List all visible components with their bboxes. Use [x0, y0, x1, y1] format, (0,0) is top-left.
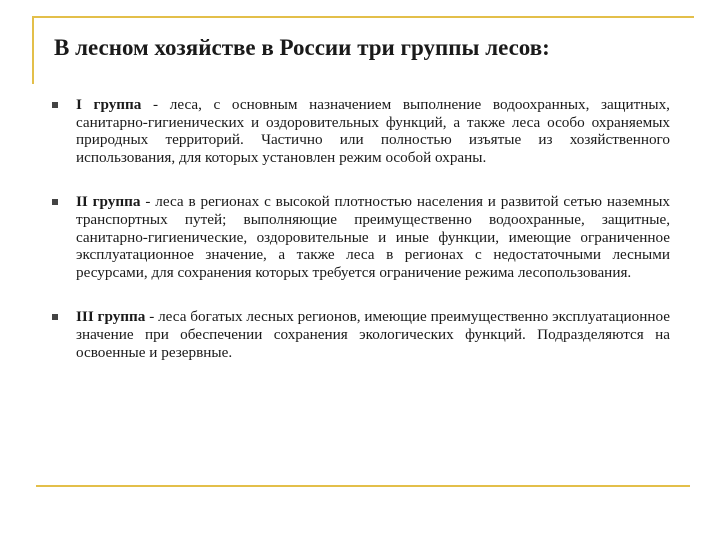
group-description: - леса богатых лесных регионов, имеющие преимущественно эксплуатационное значение при обеспечении сохранения экологических функций. Подразделяются на освоенные и резервные.: [76, 308, 670, 361]
group-description: - леса, с основным назначением выполнение водоохранных, защитных, санитарно-гигиенических и оздоровительных функций, а также леса особо охраняемых природных территорий. Частично или полностью изъятые из хозяйственного использования, для которых установлен режим особой охраны.: [76, 96, 670, 166]
frame-bottom-line: [36, 485, 690, 487]
group-name: I группа: [76, 96, 142, 113]
square-bullet-icon: [52, 199, 58, 205]
square-bullet-icon: [52, 314, 58, 320]
slide-title: В лесном хозяйстве в России три группы лесов:: [54, 35, 550, 60]
bullet-list: [50, 96, 670, 361]
group-name: III группа: [76, 308, 146, 326]
bullet-item-group-1: [50, 96, 670, 166]
square-bullet-icon: [52, 102, 58, 108]
group-description: - леса в регионах с высокой плотностью населения и развитой сетью наземных транспортных путей; выполняющие преимущественно водоохранные, защитные, санитарно-гигиенические, оздоровительные и иные функции, имеющие ограниченное эксплуатационное значение, а также леса в регионах с недостаточными лесными ресурсами, для сохранения которых требуется ограничение режима лесопользования.: [76, 193, 670, 281]
group-name: II группа: [76, 193, 141, 211]
frame-top-line: [32, 16, 694, 18]
bullet-item-group-3: [50, 308, 670, 361]
frame-left-line: [32, 16, 34, 84]
bullet-item-group-2: [50, 193, 670, 281]
